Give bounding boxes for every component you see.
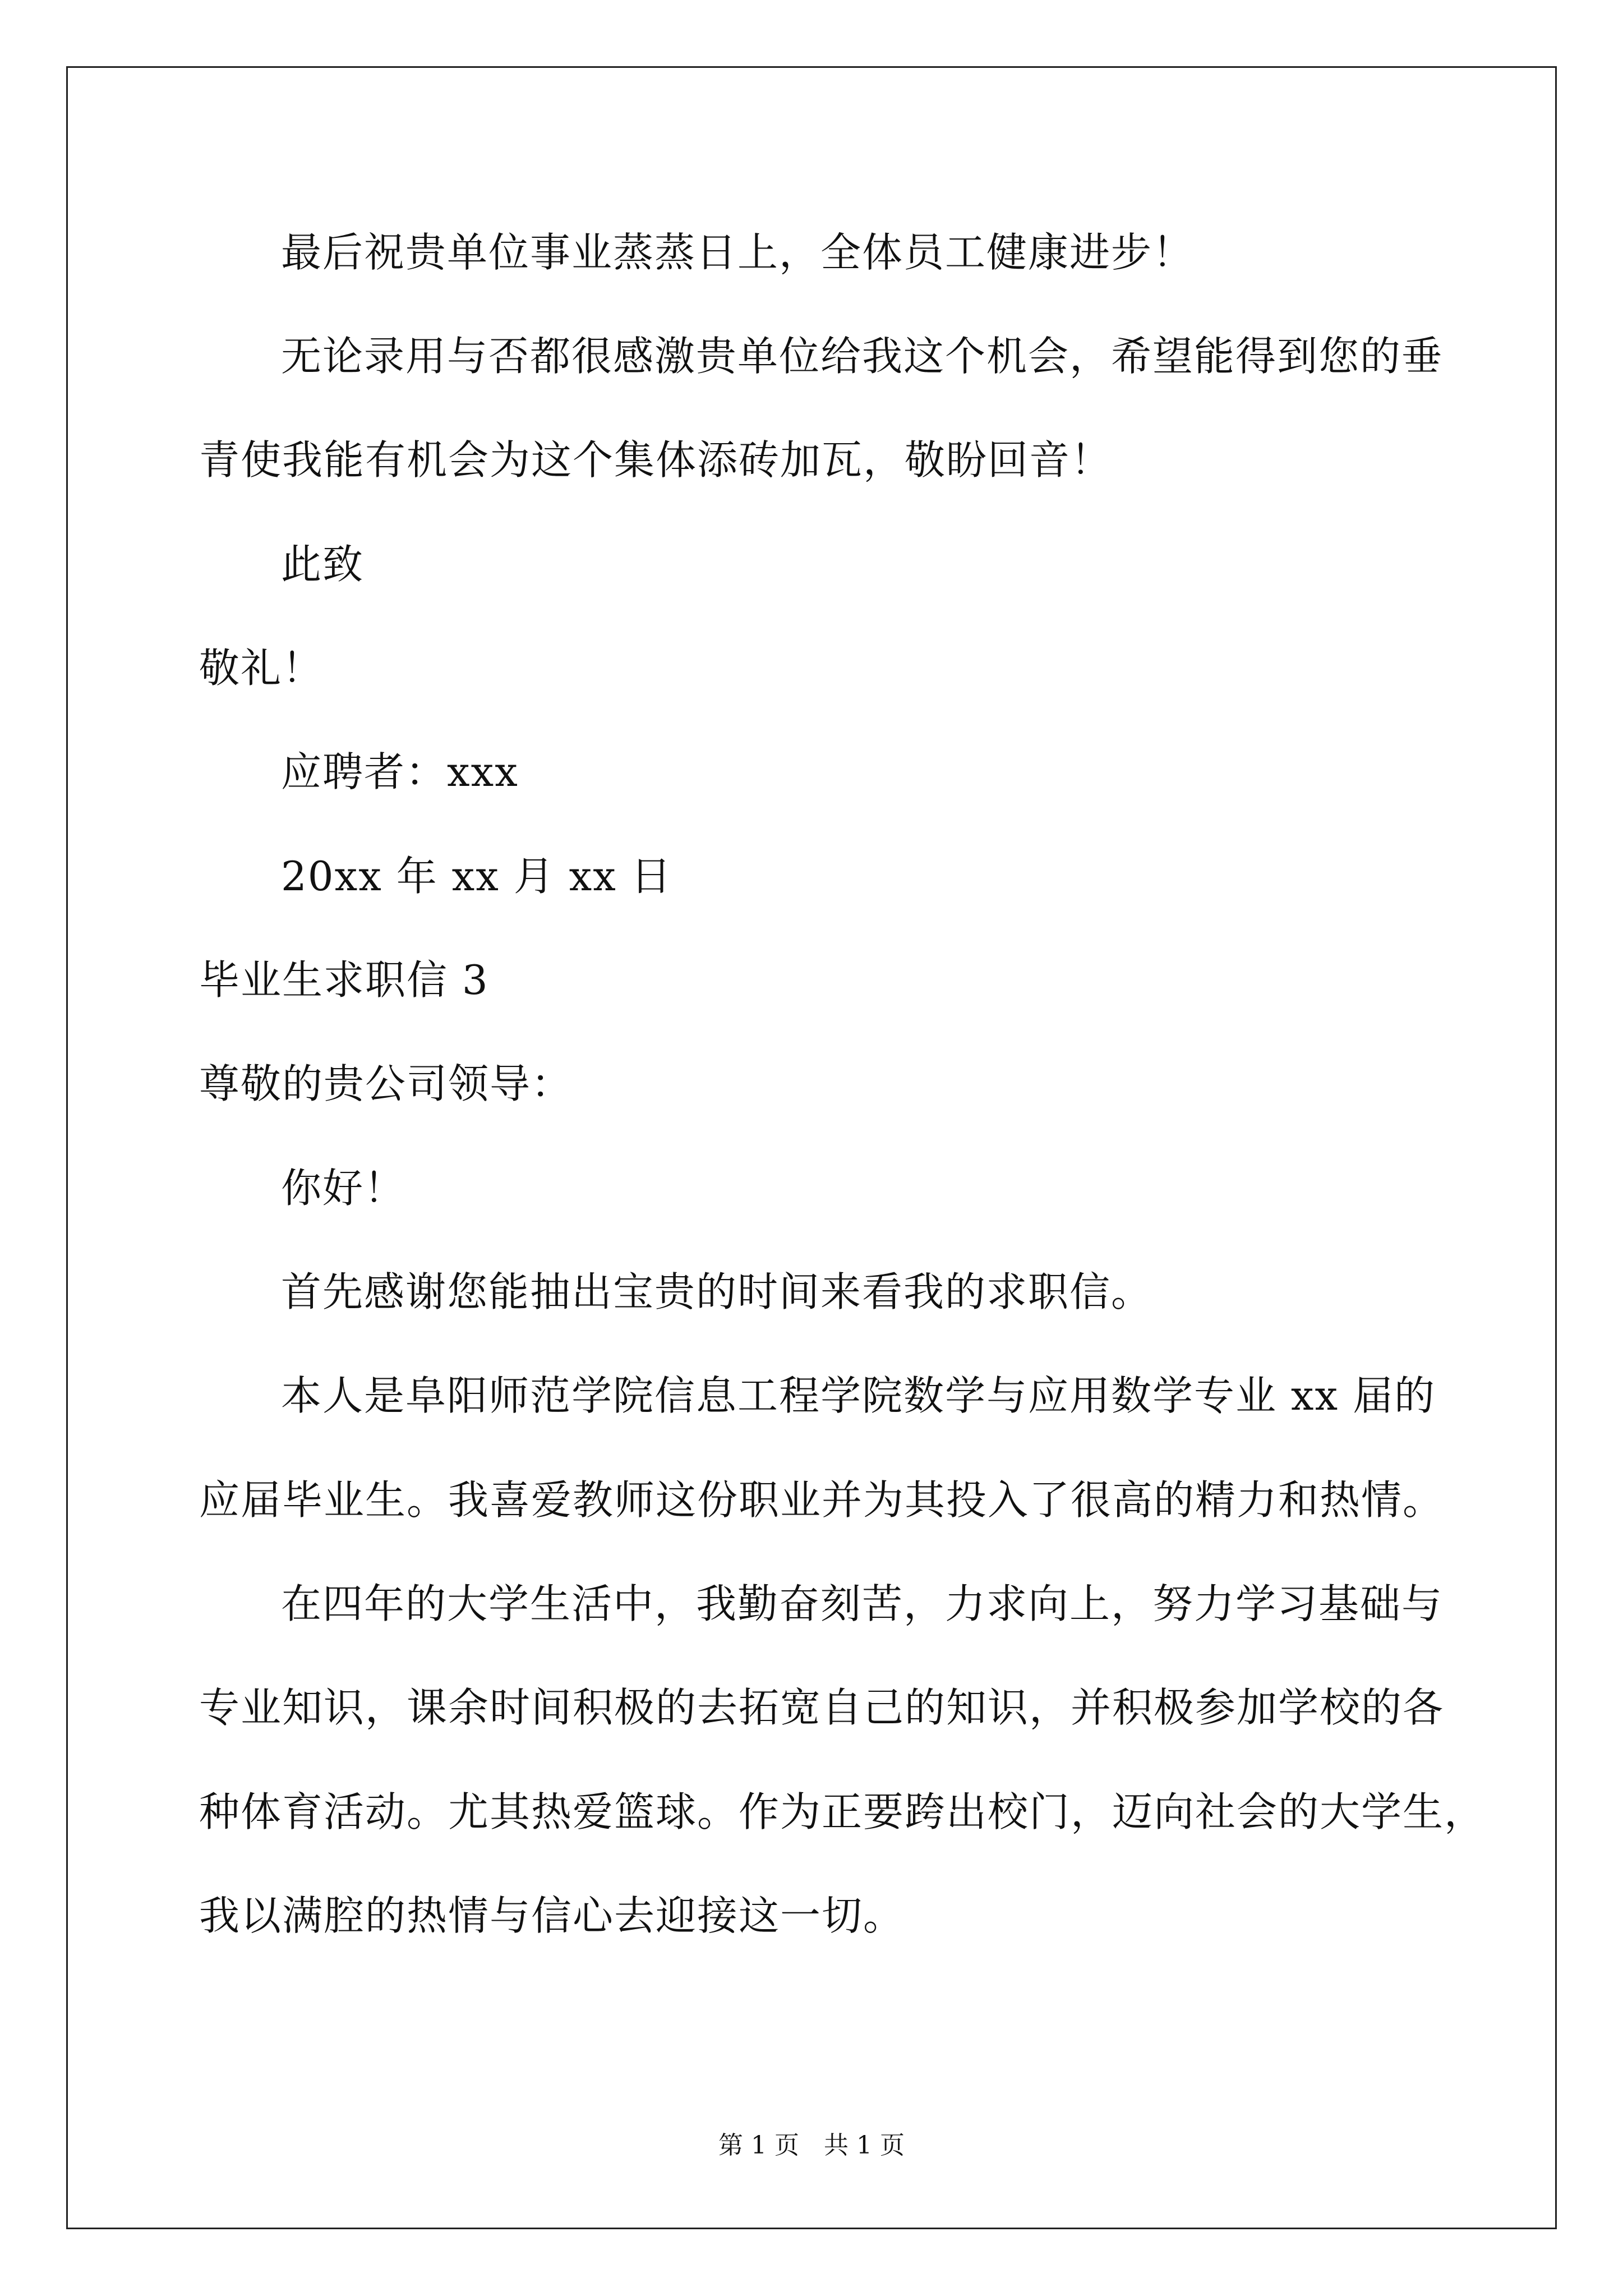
date-line: 20xx 年 xx 月 xx 日: [281, 853, 672, 900]
paragraph-line: 在四年的大学生活中，我勤奋刻苦，力求向上，努力学习基础与: [281, 1580, 1444, 1627]
section-title: 毕业生求职信 3: [199, 956, 489, 1004]
paragraph-line: 我以满腔的热情与信心去迎接这一切。: [199, 1892, 905, 1939]
salutation-line: 此致: [281, 541, 365, 588]
paragraph-line: 本人是阜阳师范学院信息工程学院数学与应用数学专业 xx 届的: [281, 1372, 1436, 1419]
paragraph-line: 无论录用与否都很感激贵单位给我这个机会，希望能得到您的垂: [281, 333, 1444, 380]
paragraph-line: 首先感谢您能抽出宝贵的时间来看我的求职信。: [281, 1268, 1153, 1315]
closing-wish-line: 最后祝贵单位事业蒸蒸日上，全体员工健康进步！: [281, 229, 1195, 276]
hello-line: 你好！: [281, 1165, 406, 1212]
paragraph-line: 专业知识，课余时间积极的去拓宽自己的知识，并积极参加学校的各: [199, 1684, 1445, 1731]
paragraph-line: 应届毕业生。我喜爱教师这份职业并为其投入了很高的精力和热情。: [199, 1476, 1445, 1524]
paragraph-line: 青使我能有机会为这个集体添砖加瓦，敬盼回音！: [199, 436, 1113, 484]
greeting-line: 尊敬的贵公司领导：: [199, 1060, 573, 1107]
paragraph-line: 种体育活动。尤其热爱篮球。作为正要跨出校门，迈向社会的大学生，: [199, 1788, 1486, 1835]
applicant-line: 应聘者：xxx: [281, 748, 519, 795]
page-footer: 第 1 页 共 1 页: [718, 2131, 905, 2160]
regards-line: 敬礼！: [199, 645, 324, 692]
